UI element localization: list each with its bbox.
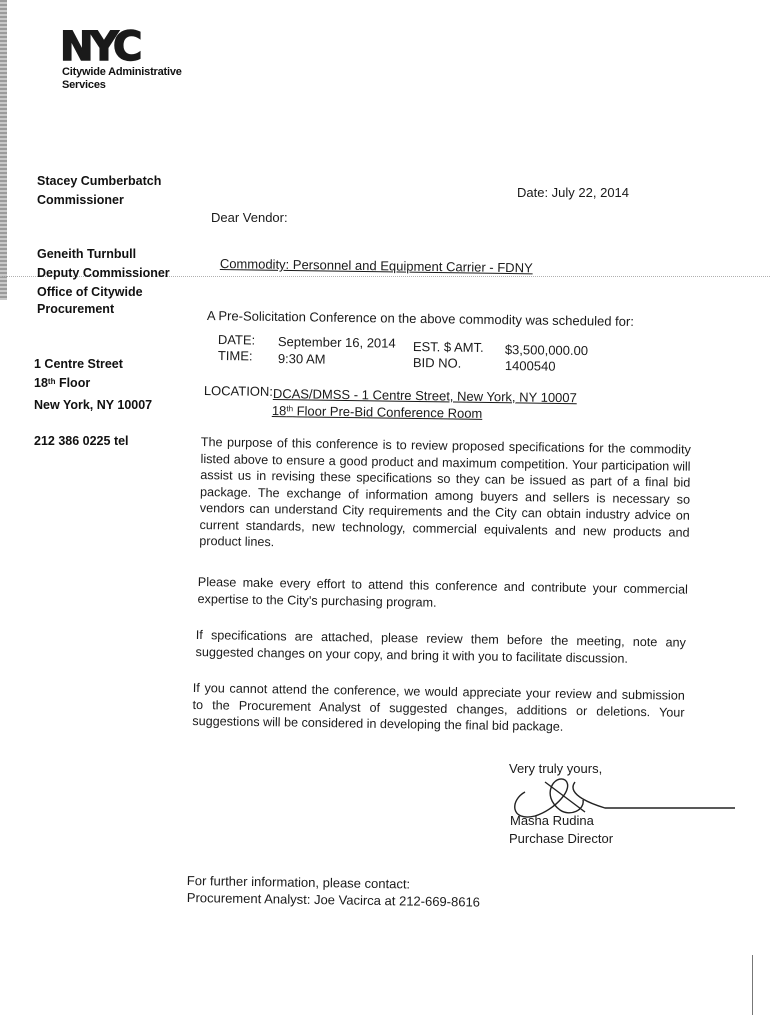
- closing: Very truly yours,: [509, 761, 603, 776]
- location-label: LOCATION:: [203, 382, 274, 399]
- logo-text-line2: Services: [62, 79, 106, 91]
- office-line2: Procurement: [37, 302, 115, 316]
- paragraph-attend: Please make every effort to attend this conference and contribute your commercial expertise to the City's purchasing program.: [197, 574, 688, 610]
- phone-number: 212 386 0225 tel: [34, 434, 129, 448]
- office-line1: Office of Citywide: [37, 285, 143, 299]
- address-street: 1 Centre Street: [34, 357, 123, 371]
- nyc-logo-mark: [60, 26, 160, 64]
- letter-date: Date: July 22, 2014: [517, 185, 630, 200]
- location-line2: 18th Floor Pre-Bid Conference Room: [271, 402, 483, 421]
- paragraph-cannot-attend: If you cannot attend the conference, we would appreciate your review and submission to the Procurement Analyst of suggested changes, additions or deletions. Your suggestions will be considered in developing the final bid package.: [192, 680, 685, 734]
- location-line1: DCAS/DMSS - 1 Centre Street, New York, NY 10007: [272, 385, 577, 406]
- contact-line2: Procurement Analyst: Joe Vacirca at 212-669-8616: [186, 889, 481, 910]
- contact-line1: For further information, please contact:: [186, 872, 411, 892]
- conference-intro: A Pre-Solicitation Conference on the above commodity was scheduled for:: [206, 307, 635, 329]
- signer-name: Masha Rudina: [510, 813, 594, 828]
- salutation: Dear Vendor:: [211, 210, 288, 225]
- time-label: TIME:: [217, 347, 253, 364]
- bid-number-label: BID NO.: [412, 354, 462, 371]
- est-amount-value: $3,500,000.00: [504, 341, 589, 359]
- commissioner-title: Commissioner: [37, 193, 124, 207]
- deputy-title: Deputy Commissioner: [37, 266, 170, 280]
- logo-text-line1: Citywide Administrative: [62, 66, 182, 78]
- scan-edge-right: [752, 955, 753, 1015]
- time-value: 9:30 AM: [277, 350, 326, 367]
- address-floor: 18th Floor: [34, 376, 91, 390]
- commissioner-name: Stacey Cumberbatch: [37, 174, 162, 188]
- commodity-line: Commodity: Personnel and Equipment Carrier - FDNY: [219, 255, 533, 276]
- address-city: New York, NY 10007: [34, 398, 153, 412]
- nyc-logo: [60, 26, 200, 116]
- svg-text:NYC: NYC: [60, 26, 139, 64]
- deputy-name: Geneith Turnbull: [37, 247, 137, 261]
- paragraph-specifications: If specifications are attached, please review them before the meeting, note any suggested changes on your copy, and bring it with you to facilitate discussion.: [195, 627, 686, 666]
- paragraph-purpose: The purpose of this conference is to review proposed specifications for the commodity listed above to ensure a good product and maximum competition. Your participation will assist us in revising these specifications so they can be issued as part of a final bid package. The exchange of information among buyers and sellers is necessary so vendors can understand City requirements and the City can obtain industry advice on current standards, new technology, commercial equivalents and new products and product lines.: [199, 434, 691, 550]
- signer-title: Purchase Director: [509, 831, 614, 846]
- date-value: September 16, 2014: [277, 333, 396, 351]
- date-label: DATE:: [217, 331, 256, 348]
- scan-edge-artifact: [0, 0, 7, 300]
- est-amount-label: EST. $ AMT.: [412, 338, 484, 355]
- bid-number-value: 1400540: [504, 357, 556, 374]
